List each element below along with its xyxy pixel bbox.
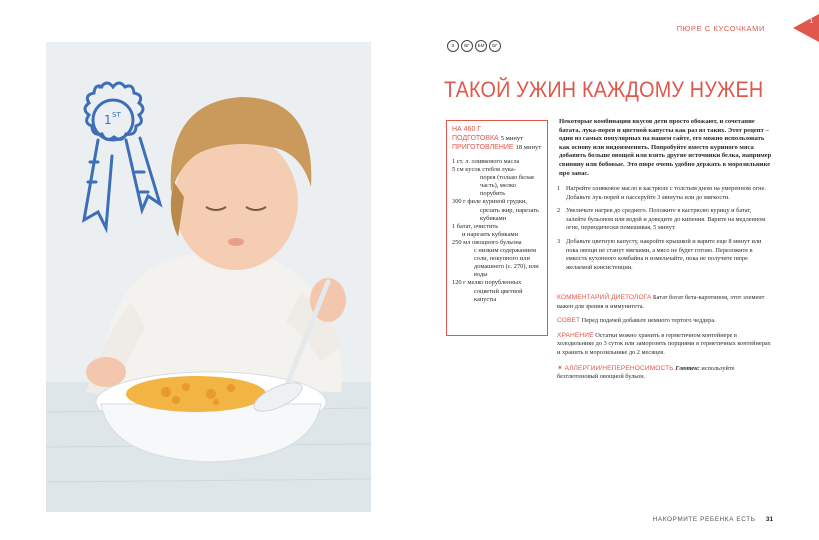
child-left-hand (86, 357, 126, 387)
badge: БМ (475, 40, 487, 52)
allergy-label: АЛЛЕРГИИ/НЕПЕРЕНОСИМОСТЬ (564, 364, 674, 372)
step-text: Увеличьте нагрев до среднего. Положите в кастрюлю курицу и батат, залейте бульоном или водой и доведите до кипения. Варите на медленном огне, периодически помешивая, 5 минут. (566, 207, 766, 232)
rosette-label: 1 (104, 113, 112, 127)
ingredient-line: 5 см кусок стебля лука- (452, 166, 516, 174)
recipe-title: ТАКОЙ УЖИН КАЖДОМУ НУЖЕН (444, 77, 764, 102)
cook-value: 18 минут (515, 144, 542, 151)
step (557, 238, 773, 272)
ingredient-line: порея (только белая (480, 174, 534, 182)
ingredient-line: 250 мл овощного бульона (452, 238, 522, 246)
food-puree (126, 376, 266, 412)
storage-text: Остатки можно хранить в герметичном контейнере в холодильнике до 3 суток или заморозить порциями в герметичных контейнерах и хранить в морозильнике до 2 месяцев. (557, 331, 771, 356)
yield: НА 460 Г (452, 126, 482, 133)
ingredient-list (452, 158, 542, 304)
star-icon: ✶ (557, 363, 563, 372)
dietary-badges (447, 40, 501, 52)
intro-paragraph: Некоторые комбинации вкусов дети просто обожают, и сочетание батата, лука-порея и цветной капусты как раз из таких. Этот рецепт – один из самых популярных на нашем сайте, его можно использовать как основу или видоизменять. Попробуйте вместо куриного мяса добавить больше овощей или взять другие источники белка, например свинину или бобовые. Это пюре очень удобно держать в морозильнике про запас. (559, 118, 772, 177)
ingredient-line: с низким содержанием (474, 247, 537, 255)
tip-text: Перед подачей добавьте немного тертого чеддера. (581, 317, 716, 325)
ingredient-line: и нарезать кубиками (462, 230, 518, 238)
corner-num: 1 (809, 18, 813, 25)
badge: З (447, 40, 459, 52)
step-number: 1 (557, 185, 561, 192)
step (557, 185, 773, 202)
corner-tab (791, 14, 819, 42)
cook-label: ПРИГОТОВЛЕНИЕ (452, 144, 514, 151)
ingredient-line: срезать жир, нарезать (480, 206, 539, 214)
step-number: 3 (557, 237, 561, 245)
ingredients-box (446, 120, 548, 336)
prep-time (452, 134, 542, 143)
toddler-photo (46, 42, 371, 512)
notes (557, 294, 775, 388)
toddler-illustration (46, 42, 371, 512)
dietitian-text: Батат богат бета-каротином, этот элемент важен для зрения и иммунитета. (557, 294, 765, 310)
page-number: 31 (765, 516, 773, 523)
ingredient-line: соли, покупного или (474, 255, 530, 263)
allergy-emphasis: Глютен: (675, 364, 700, 372)
prep-value: 5 минут (500, 135, 524, 142)
ingredient-line: воды (474, 271, 488, 279)
badge: БГ (489, 40, 501, 52)
ingredient-line: часть), мелко порубить (480, 182, 516, 198)
prep-label: ПОДГОТОВКА (452, 135, 499, 142)
storage-label: ХРАНЕНИЕ (557, 331, 594, 339)
ingredient-line: 300 г филе куриной грудки, (452, 198, 527, 206)
cook-time (452, 143, 542, 152)
ingredient-line: 1 ст. л. оливкового масла (452, 158, 520, 165)
storage-note (557, 332, 775, 358)
ingredient-line: кубиками (480, 214, 507, 222)
child-mouth (228, 238, 244, 246)
corner-tab-shape (791, 14, 819, 42)
step-number: 2 (557, 207, 561, 215)
ingredient-line: капусты (474, 295, 497, 303)
tip-note (557, 317, 775, 326)
page-footer (653, 516, 773, 523)
method-steps (557, 185, 773, 277)
ingredient-line: 1 батат, очистить (452, 222, 499, 230)
dietitian-note (557, 294, 775, 311)
allergy-text: используйте безглютеновый овощной бульон. (557, 364, 735, 381)
tip-label: СОВЕТ (557, 317, 581, 325)
allergy-note (557, 364, 775, 382)
ingredient-line: соцветий цветной (474, 287, 523, 295)
running-header: ПЮРЕ С КУСОЧКАМИ (676, 24, 765, 33)
ingredient-line: домашнего (с. 270), или (474, 263, 539, 271)
step-text: Нагрейте оливковое масло в кастрюле с толстым дном на умеренном огне. Добавьте лук-порей и пассеруйте 3 минуты или до мягкости. (566, 185, 766, 201)
dietitian-label: КОММЕНТАРИЙ ДИЕТОЛОГА (557, 294, 652, 301)
rosette-label-suffix: ST (112, 111, 121, 119)
badge: ВГ (461, 40, 473, 52)
step (557, 207, 773, 233)
ingredient-line: 120 г мелко порубленных (452, 279, 522, 287)
step-text: Добавьте цветную капусту, накройте крышкой и варите еще 8 минут или пока овощи не станут мягкими, а мясо не будет готово. Переложите в емкость кухонного комбайна и измельчайте, пока не получите пюре желаемой консистенции. (566, 237, 762, 271)
book-title: НАКОРМИТЕ РЕБЕНКА ЕСТЬ (652, 516, 756, 523)
